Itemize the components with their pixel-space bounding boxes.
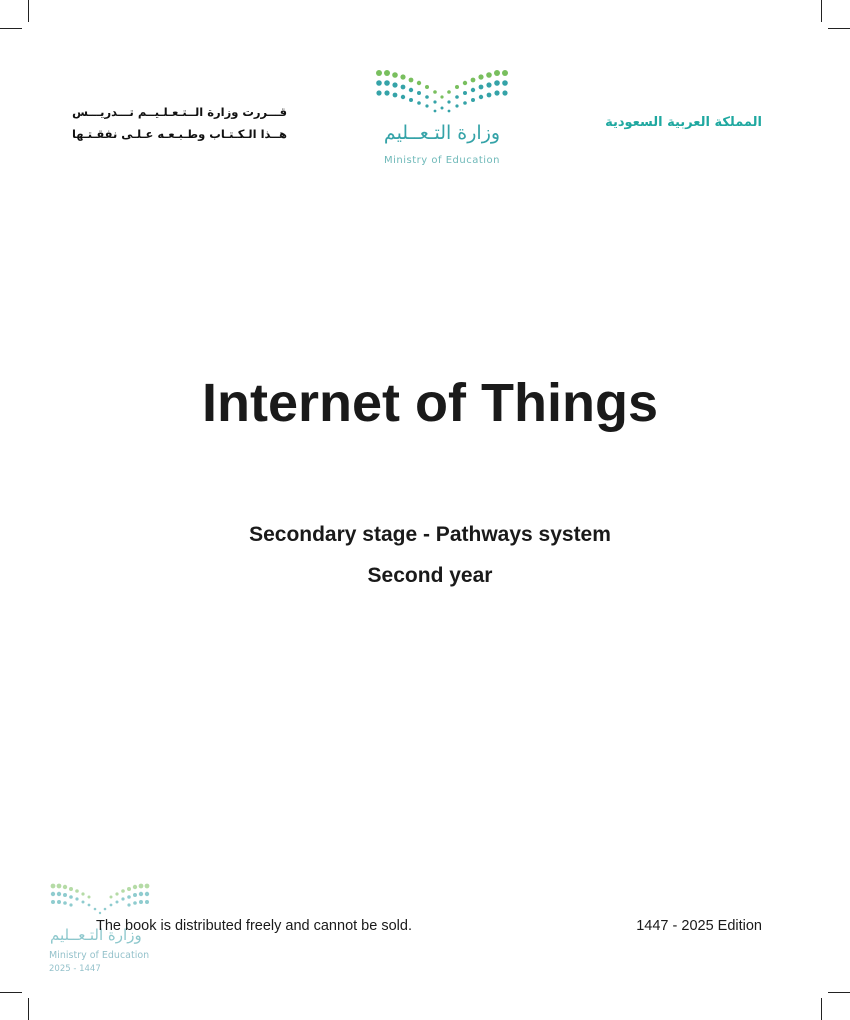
ministry-name-arabic: وزارة التـعــليم [383,122,501,144]
approval-statement [72,101,287,145]
crop-mark [0,28,22,29]
crop-mark [821,0,822,22]
approval-line-2: هــذا الـكـتـاب وطـبـعـه عـلـى نفقـتـها [71,127,287,141]
book-year: Second year [367,564,493,587]
crop-mark [0,992,22,993]
crop-mark [821,998,822,1020]
edition-label: 1447 - 2025 Edition [636,918,762,934]
kingdom-name: المملكة العربية السعودية [605,115,762,130]
ministry-name-english: Ministry of Education [384,155,500,166]
distribution-note: The book is distributed freely and cannot be sold. [96,918,412,934]
crop-mark [28,998,29,1020]
ministry-watermark-dots-icon [48,882,158,918]
watermark-ministry-english: Ministry of Education [49,950,150,961]
watermark-year: 2025 - 1447 [49,964,101,974]
approval-line-1: قـــررت وزارة الــتـعـلـيــم تـــدريـــس [72,105,287,119]
book-title: Internet of Things [202,373,658,433]
book-subtitle: Secondary stage - Pathways system [249,523,611,546]
crop-mark [828,992,850,993]
crop-mark [828,28,850,29]
watermark-ministry-arabic: وزارة التـعــليم [50,926,142,944]
ministry-logo [370,68,514,172]
crop-mark [28,0,29,22]
ministry-logo-dots-icon [370,68,514,118]
